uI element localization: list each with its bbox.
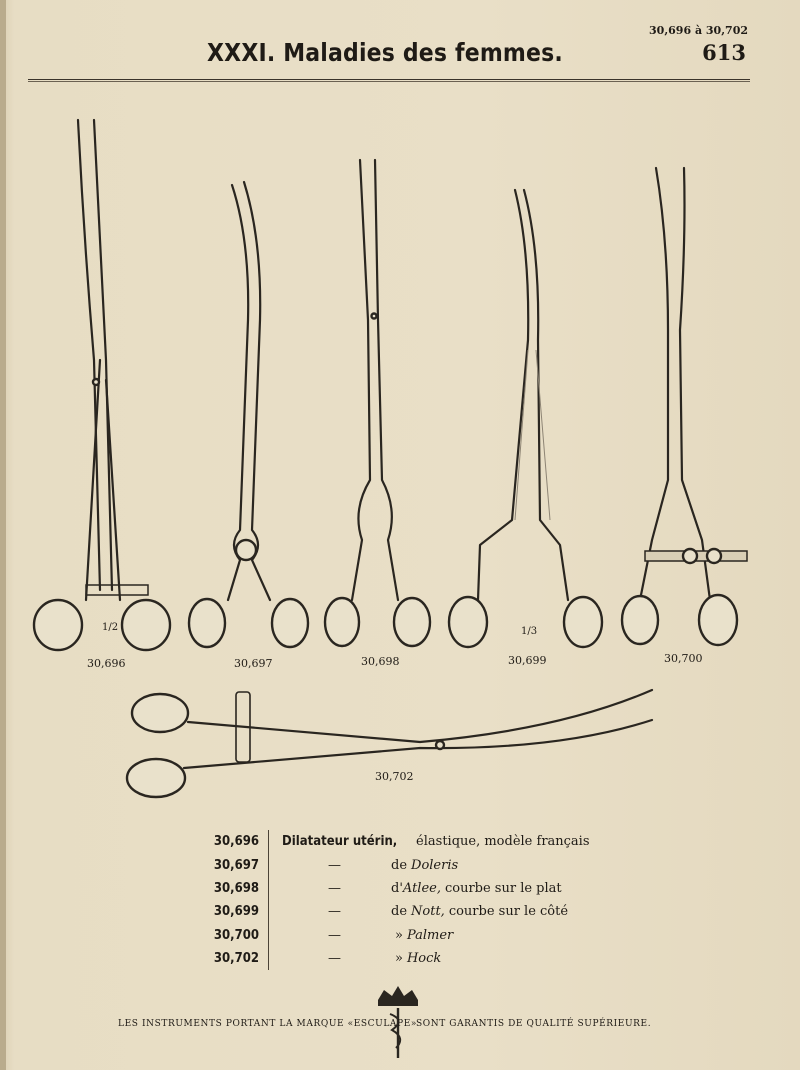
- item-author: Nott,: [411, 904, 445, 920]
- item-code: 30,697: [213, 857, 259, 873]
- catalog-row: [180, 830, 590, 853]
- instrument-30696-illustration: [34, 120, 170, 650]
- footer-right-text: SONT GARANTIS DE QUALITÉ SUPÉRIEURE.: [416, 1019, 652, 1029]
- item-description: courbe sur le côté: [448, 904, 569, 920]
- figure-label: 30,697: [234, 657, 273, 670]
- item-description: courbe sur le plat: [444, 880, 562, 896]
- footer-left-text: LES INSTRUMENTS PORTANT LA MARQUE «ESCULAPE»: [118, 1019, 417, 1029]
- item-author: Atlee,: [402, 880, 441, 896]
- instrument-30698-illustration: [325, 160, 430, 646]
- figure-label: 30,699: [508, 654, 547, 667]
- page-number: 613: [702, 40, 746, 65]
- item-prefix: »: [395, 927, 403, 943]
- item-name: Dilatateur utérin,: [282, 834, 398, 850]
- ditto-dash: —: [328, 880, 341, 896]
- catalog-row: [180, 947, 590, 970]
- instrument-30700-illustration: [622, 168, 747, 645]
- ditto-dash: —: [328, 951, 341, 967]
- item-code: 30,698: [213, 880, 259, 896]
- catalog-range: 30,696 à 30,702: [649, 24, 748, 37]
- catalog-row: [180, 900, 590, 923]
- catalog-row: [180, 853, 590, 876]
- figure-label: 30,696: [87, 657, 126, 670]
- item-code: 30,702: [213, 951, 259, 967]
- page-title: XXXI. Maladies des femmes.: [207, 38, 563, 67]
- catalog-table: [180, 830, 590, 970]
- instrument-30697-illustration: [189, 182, 308, 647]
- item-code: 30,696: [213, 834, 259, 850]
- catalog-row: [180, 924, 590, 947]
- item-prefix: de: [391, 857, 408, 873]
- item-description: élastique, modèle français: [416, 834, 590, 850]
- instrument-30699-illustration: [449, 190, 602, 647]
- item-author: Hock: [406, 951, 442, 967]
- item-prefix: »: [395, 951, 403, 967]
- figure-label: 30,700: [664, 652, 703, 665]
- catalog-row: [180, 877, 590, 900]
- ditto-dash: —: [328, 904, 341, 920]
- figure-label: 30,698: [361, 655, 400, 668]
- item-author: Palmer: [406, 927, 454, 943]
- item-code: 30,700: [213, 927, 259, 943]
- scale-note: 1/2: [102, 622, 119, 633]
- scale-note: 1/3: [521, 626, 538, 637]
- item-author: Doleris: [411, 857, 459, 873]
- figure-label: 30,702: [375, 770, 414, 783]
- item-prefix: de: [391, 904, 408, 920]
- ditto-dash: —: [328, 857, 341, 873]
- item-code: 30,699: [213, 904, 259, 920]
- ditto-dash: —: [328, 927, 341, 943]
- item-prefix: d': [391, 880, 403, 896]
